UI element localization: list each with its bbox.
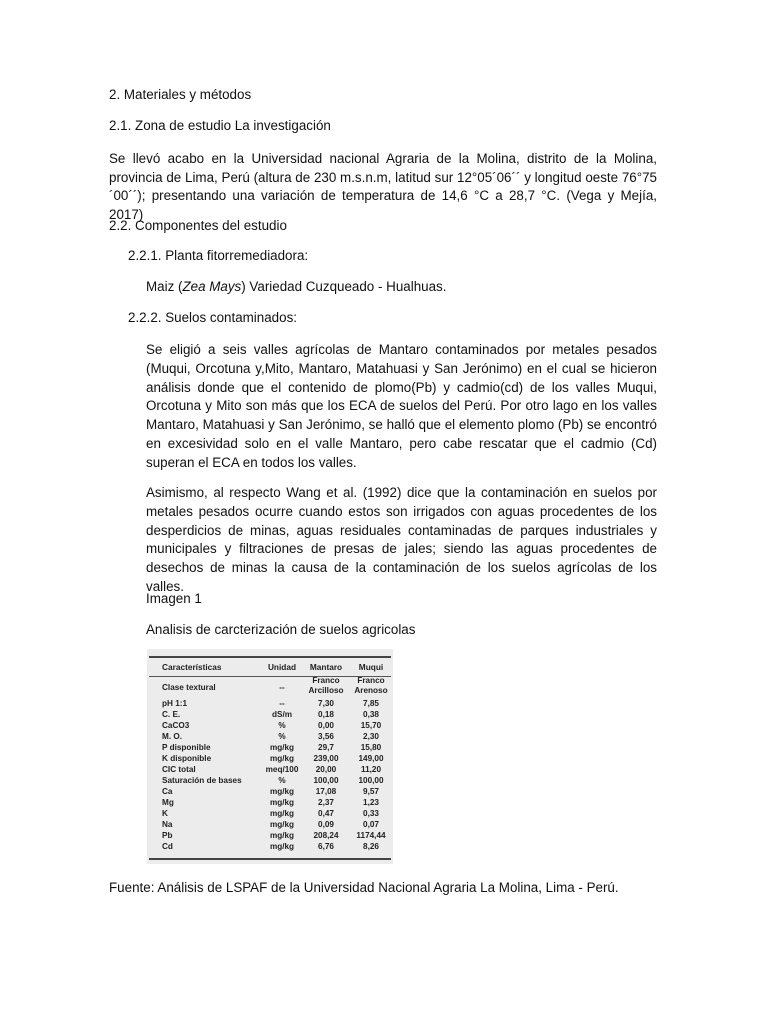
table-bottom-rule	[149, 858, 391, 860]
plant-suffix: ) Variedad Cuzqueado - Hualhuas.	[241, 279, 447, 294]
cell-unit: mg/kg	[269, 754, 295, 763]
header-characteristics: Características	[162, 662, 222, 672]
cell-mantaro: 0,09	[318, 820, 334, 829]
cell-characteristic: pH 1:1	[162, 699, 188, 708]
cell-mantaro: 0,47	[318, 809, 334, 818]
cell-characteristic: Pb	[162, 831, 173, 840]
table-row	[147, 808, 393, 819]
cell-unit: meq/100	[265, 765, 299, 774]
cell-characteristic: K	[162, 809, 168, 818]
cell-mantaro: 29,7	[318, 743, 334, 752]
cell-mantaro: 17,08	[315, 787, 337, 796]
cell-unit: mg/kg	[269, 809, 295, 818]
cell-muqui: 2,30	[363, 732, 379, 741]
cell-muqui: 1,23	[363, 798, 379, 807]
cell-unit: %	[278, 721, 286, 730]
cell-characteristic: Clase textural	[162, 683, 216, 692]
table-row	[147, 709, 393, 720]
cell-characteristic: CaCO3	[162, 721, 190, 730]
cell-unit: %	[278, 732, 286, 741]
cell-muqui: 11,20	[360, 765, 382, 774]
header-unit: Unidad	[267, 662, 297, 672]
table-row	[147, 731, 393, 742]
cell-characteristic: Saturación de bases	[162, 776, 242, 785]
cell-mantaro-line2: Arcilloso	[308, 686, 344, 695]
header-muqui: Muqui	[358, 662, 384, 672]
cell-muqui: 15,70	[360, 721, 382, 730]
cell-mantaro: 239,00	[313, 754, 339, 763]
source-note: Fuente: Análisis de LSPAF de la Universidad Nacional Agraria La Molina, Lima - Perú.	[109, 880, 619, 895]
cell-muqui-line2: Arenoso	[354, 686, 388, 695]
image-label: Imagen 1	[146, 591, 202, 606]
soil-analysis-table-image	[147, 649, 393, 864]
table-row	[147, 786, 393, 797]
cell-unit: mg/kg	[269, 842, 295, 851]
cell-muqui-line1: Franco	[357, 676, 385, 685]
table-row	[147, 764, 393, 775]
cell-muqui: 8,26	[363, 842, 379, 851]
paragraph-valleys: Se eligió a seis valles agrícolas de Mantaro contaminados por metales pesados (Muqui, Orcotuna y,Mito, Mantaro, Matahuasi y San Jerónimo) en el cual se hicieron análisis donde que el contenido de plomo(Pb) y cadmio(cd) de los valles Muqui, Orcotuna y Mito son más que los ECA de suelos del Perú. Por otro lago en los valles Mantaro, Matahuasi y San Jerónimo, se halló que el elemento plomo (Pb) se encontró en excesividad solo en el valle Mantaro, pero cabe rescatar que el cadmio (Cd) superan el ECA en todos los valles.	[146, 342, 657, 470]
table-row-texture	[147, 676, 393, 698]
cell-characteristic: Cd	[162, 842, 173, 851]
table-row	[147, 775, 393, 786]
plant-variety-line	[146, 278, 446, 296]
cell-muqui: 0,38	[363, 710, 379, 719]
table-row	[147, 797, 393, 808]
cell-characteristic: Mg	[162, 798, 174, 807]
cell-muqui: 149,00	[358, 754, 384, 763]
table-row	[147, 830, 393, 841]
cell-characteristic: Ca	[162, 787, 173, 796]
cell-muqui: 7,85	[363, 699, 379, 708]
paragraph-study-zone: Se llevó acabo en la Universidad nacional Agraria de la Molina, distrito de la Molina, provincia de Lima, Perú (altura de 230 m.s.n.m, latitud sur 12°05´06´´ y longitud oeste 76°75´00´´); presentando una variación de temperatura de 14,6 °C a 28,7 °C. (Vega y Mejía, 2017)	[109, 151, 657, 222]
section-title: 2. Materiales y métodos	[109, 87, 252, 102]
cell-characteristic: P disponible	[162, 743, 211, 752]
cell-characteristic: M. O.	[162, 732, 183, 741]
cell-mantaro	[303, 676, 349, 696]
cell-unit: mg/kg	[269, 820, 295, 829]
cell-mantaro-line1: Franco	[312, 676, 340, 685]
cell-characteristic: CIC total	[162, 765, 196, 774]
cell-muqui: 100,00	[358, 776, 384, 785]
cell-mantaro: 0,00	[318, 721, 334, 730]
cell-unit: --	[279, 699, 285, 708]
subsection-phytoremediation-plant: 2.2.1. Planta fitorremediadora:	[128, 248, 309, 263]
cell-mantaro: 2,37	[318, 798, 334, 807]
cell-characteristic: K disponible	[162, 754, 212, 763]
cell-unit: %	[278, 776, 286, 785]
cell-muqui: 0,33	[363, 809, 379, 818]
cell-muqui: 9,57	[363, 787, 379, 796]
cell-mantaro: 6,76	[318, 842, 334, 851]
table-row	[147, 819, 393, 830]
cell-mantaro: 0,18	[318, 710, 334, 719]
table-header	[147, 660, 393, 674]
plant-species: Zea Mays	[182, 279, 242, 294]
image-caption: Analisis de carcterización de suelos agricolas	[146, 622, 416, 637]
table-row	[147, 698, 393, 709]
cell-unit: mg/kg	[269, 831, 295, 840]
cell-muqui: 0,07	[363, 820, 379, 829]
cell-unit: mg/kg	[269, 743, 295, 752]
table-body	[147, 676, 393, 852]
subsection-components: 2.2. Componentes del estudio	[109, 218, 287, 233]
cell-characteristic: Na	[162, 820, 173, 829]
cell-unit: mg/kg	[269, 798, 295, 807]
table-top-rule	[149, 656, 391, 658]
cell-mantaro: 3,56	[318, 732, 334, 741]
cell-mantaro: 20,00	[315, 765, 337, 774]
cell-unit: dS/m	[271, 710, 293, 719]
header-mantaro: Mantaro	[309, 662, 343, 672]
cell-muqui: 1174,44	[356, 831, 386, 840]
cell-mantaro: 100,00	[313, 776, 339, 785]
cell-mantaro: 7,30	[318, 699, 334, 708]
table-row	[147, 841, 393, 852]
table-row	[147, 720, 393, 731]
subsection-contaminated-soils: 2.2.2. Suelos contaminados:	[128, 310, 297, 325]
cell-muqui	[350, 676, 392, 696]
cell-characteristic: C. E.	[162, 710, 181, 719]
cell-unit: --	[279, 683, 285, 692]
cell-unit: mg/kg	[269, 787, 295, 796]
paragraph-contamination-cause: Asimismo, al respecto Wang et al. (1992) dice que la contaminación en suelos por metales pesados ocurre cuando estos son irrigados con aguas procedentes de los desperdicios de minas, aguas residuales contaminadas de parques industriales y municipales y filtraciones de presas de jales; siendo las aguas procedentes de desechos de minas la causa de la contaminación de los suelos agrícolas de los valles.	[146, 485, 657, 594]
plant-prefix: Maiz (	[146, 279, 183, 294]
table-row	[147, 753, 393, 764]
cell-mantaro: 208,24	[313, 831, 339, 840]
table-row	[147, 742, 393, 753]
cell-muqui: 15,80	[360, 743, 382, 752]
subsection-study-zone: 2.1. Zona de estudio La investigación	[109, 118, 331, 133]
